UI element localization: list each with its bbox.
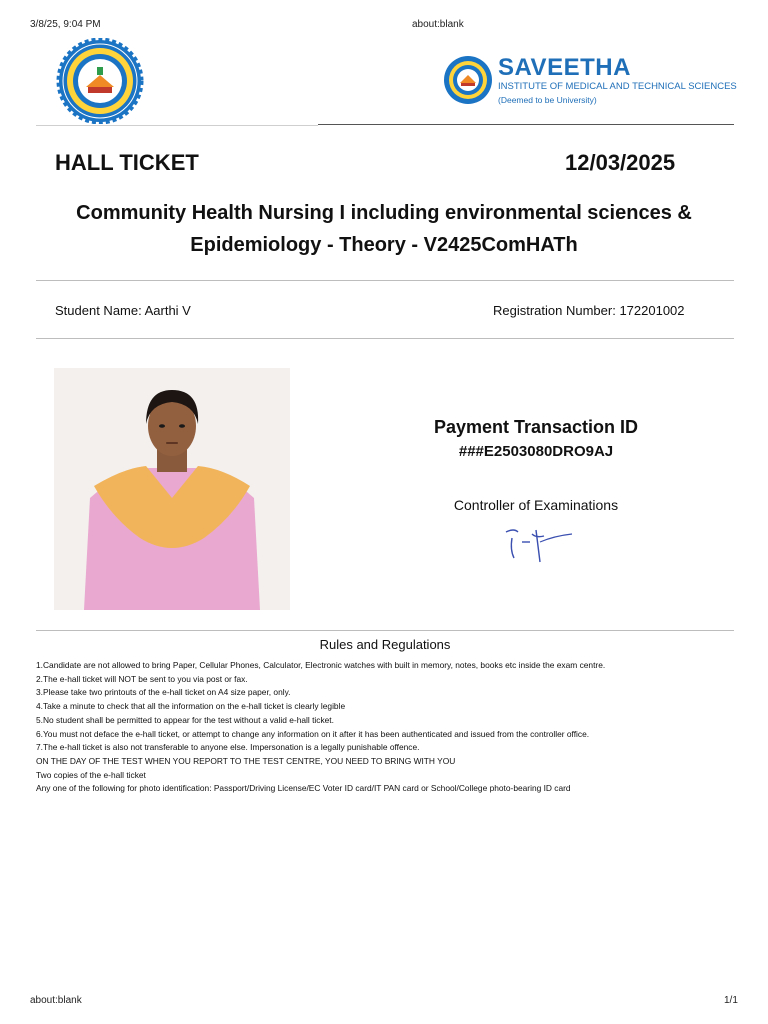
footer-url: about:blank <box>30 995 82 1006</box>
header-rule-right <box>318 124 734 125</box>
rule-item: 4.Take a minute to check that all the information on the e-hall ticket is clearly legible <box>36 701 346 712</box>
rule-item: Any one of the following for photo identification: Passport/Driving License/EC Voter ID card/IT PAN card or School/College photo-bearing ID card <box>36 783 571 794</box>
brand-tagline: (Deemed to be University) <box>498 95 597 105</box>
rule-item: ON THE DAY OF THE TEST WHEN YOU REPORT TO THE TEST CENTRE, YOU NEED TO BRING WITH YOU <box>36 755 456 766</box>
rule-item: 5.No student shall be permitted to appear for the test without a valid e-hall ticket. <box>36 714 334 725</box>
rules-title: Rules and Regulations <box>319 637 451 652</box>
registration-number: Registration Number: 172201002 <box>493 303 685 318</box>
rule-item: 2.The e-hall ticket will NOT be sent to you via post or fax. <box>36 673 248 684</box>
brand-name: SAVEETHA <box>498 54 631 81</box>
hall-ticket-heading: HALL TICKET <box>55 150 199 175</box>
rule-item: 1.Candidate are not allowed to bring Paper, Cellular Phones, Calculator, Electronic watches with built in memory, notes, books etc inside the exam centre. <box>36 660 606 670</box>
print-datetime: 3/8/25, 9:04 PM <box>30 19 101 30</box>
saveetha-emblem-icon <box>443 53 493 107</box>
exam-title-line1: Community Health Nursing I including environmental sciences & <box>76 202 692 224</box>
header-rule-left <box>36 125 318 126</box>
student-name: Student Name: Aarthi V <box>55 303 191 318</box>
rule-item: 6.You must not deface the e-hall ticket, or attempt to change any information on it after it has been authenticated and issued from the controller office. <box>36 728 590 739</box>
controller-signature <box>500 518 580 564</box>
rule-item: 7.The e-hall ticket is also not transferable to anyone else. Impersonation is a legally punishable offence. <box>36 742 420 753</box>
university-seal-icon <box>56 38 144 124</box>
exam-title-line2: Epidemiology - Theory - V2425ComHATh <box>190 234 578 256</box>
payment-transaction-id: ###E2503080DRO9AJ <box>458 443 614 460</box>
divider-3 <box>36 630 734 631</box>
rules-list <box>36 659 736 796</box>
controller-label: Controller of Examinations <box>453 497 619 513</box>
brand-subtitle: INSTITUTE OF MEDICAL AND TECHNICAL SCIENCES <box>498 81 737 92</box>
print-url: about:blank <box>412 19 464 30</box>
rule-item: 3.Please take two printouts of the e-hall ticket on A4 size paper, only. <box>36 687 291 698</box>
student-photo <box>54 368 290 610</box>
divider-2 <box>36 338 734 339</box>
page-number: 1/1 <box>724 995 738 1006</box>
payment-label: Payment Transaction ID <box>433 417 639 437</box>
exam-date: 12/03/2025 <box>565 150 676 175</box>
rule-item: Two copies of the e-hall ticket <box>36 769 146 780</box>
divider-1 <box>36 280 734 281</box>
